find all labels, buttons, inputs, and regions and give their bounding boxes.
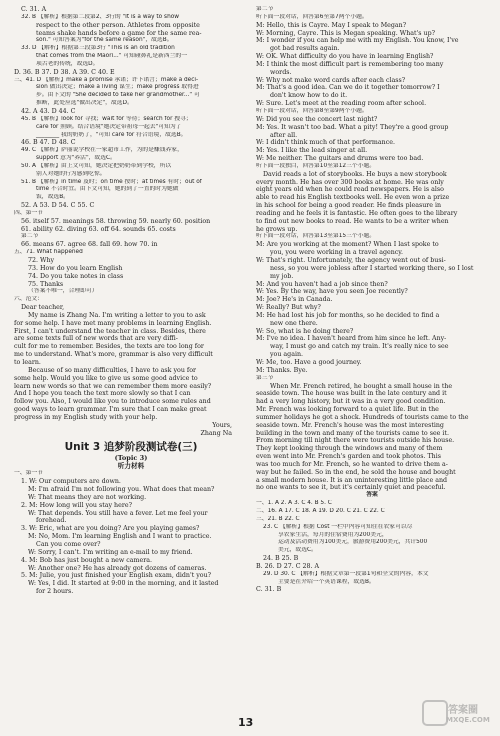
text-line: W: Yes, I did. It started at 9:00 in the morning, and it lasted [28,580,219,588]
text-line: care for 照顾。结合语境"她决定带祖母一起去"可知为了 [36,123,182,130]
text-line: 第二节 [256,6,274,12]
text-line: are some texts full of new words that are very diffi- [14,335,178,343]
text-line: W: Sure. Let's meet at the reading room after school. [256,100,427,108]
text-line: progress in my English study with your help. [14,413,158,421]
text-line: M: Are you working at the moment? When I last spoke to [256,241,439,249]
text-line: 美元，故选C。 [278,547,317,554]
text-line: way but he failed. So in the end, he sold the house and bought [256,468,456,476]
text-line: ness, so you were jobless after I started working there, so I lost [270,264,474,272]
text-line: don't know how to do it. [270,92,348,100]
text-line: 步。由下文的 "She decided to take her grandmother..." 可 [36,92,200,99]
text-line: M: Yes. I like the lead singer at all. [256,147,368,155]
text-line: 24. B 25. B [263,555,299,563]
text-line: 72. Why [28,257,55,264]
text-line: Mr. French was looking forward to a quiet life. But in the [256,406,439,414]
text-line: M: He had lost his job for months, so he decided to find a [256,311,440,319]
text-line: 项古老的传统，故选D。 [36,60,99,67]
text-line: W: That depends. You still have a fever. Let me feel your [28,509,208,517]
text-line: M: I wonder if you can help me with my English. You know, I've [256,37,459,45]
text-line: summer holidays he got a shock. Hundreds of tourists came to the [256,413,469,421]
text-line: B. 26. D 27. C 28. A [256,562,320,570]
text-line: 74. Do you take notes in class [28,272,124,280]
text-line: able to read his English textbooks well. He even won a prize [256,194,450,202]
left-column [14,6,248,596]
text-line: W: Why not make word cards after each class? [256,76,406,84]
text-line: 2. M: How long will you stay here? [21,501,132,509]
text-line: follow you. Also, I would like you to introduce some rules and [14,398,211,406]
listening-material-heading: 听力材料 [117,462,145,471]
text-line: 45. B 【解析】look for 寻找；wait for 等待；search for 搜寻； [21,115,192,122]
text-line: W: Yes. By the way, have you seen Joe recently? [256,288,408,296]
text-line: W: Me neither. The guitars and drums were too bad. [256,155,424,163]
text-line: 66. means 67. agree 68. fall 69. how 70. in [21,241,158,249]
text-line: 推断，此处应选"做出决定"，故选D。 [36,100,133,107]
text-line: teams shake hands before a game for the same rea- [36,29,202,37]
text-line: 饭，故选B。 [36,194,69,201]
text-line: reading and he feels it is fantastic. He often goes to the library [256,209,458,217]
text-line: 46. B 47. D 48. C [21,139,76,147]
text-line: you again. [270,351,304,359]
text-line: And I hope you teach the text more slowly so that I can [14,390,191,398]
text-line: Because of so many difficulties, I have to ask you for [28,366,197,374]
text-line: 第二节 [21,233,39,240]
text-line: Zhang Na [200,429,232,437]
text-line: after all. [270,131,298,139]
listening-transcript-continued [256,6,488,492]
text-line: 51. B 【解析】in time 及时；on time 按时；at times 有时；out of [21,178,202,185]
text-line: 33. D 【解析】根据第三段第3行 "This is an old tradition [21,45,175,52]
text-line: 三、21. B 22. C [256,515,300,522]
text-line: W: Really? But why? [256,304,321,312]
text-line: for some help. I have met many problems in learning English. [14,319,212,327]
text-line: C. 31. A [21,6,47,13]
text-line: W: That's right. Unfortunately, the agency went out of busi- [256,257,446,264]
text-line: From morning till night there were tourists outside his house. [256,437,455,445]
unit-title: Unit 3 追梦阶段测试卷(三) [64,441,198,454]
text-line: time 不合时宜。由下文可知，她的到了一直的时为她做 [36,186,179,193]
text-line: M: That's a good idea. Can we do it together tomorrow? I [256,84,440,92]
text-line: respect to the other person. Athletes from opposite [36,21,200,29]
text-line: every month. He has over 300 books at home. He was only [256,178,444,186]
text-line: son." 可知答案为"for the same reason"，故选B。 [36,37,173,44]
text-line: to find out new books to read. He wants to be a writer when [256,217,449,225]
text-line: M: No, Mom. I'm learning English and I want to practice. [28,533,212,541]
text-line: 别人对她的行为感到吃惊。 [36,170,106,177]
text-line: cult for me to remember. Besides, the texts are too long for [14,343,204,351]
answer-key-block [14,6,248,437]
text-line: M: I think the most difficult part is remembering too many [256,60,444,68]
text-line: new one there. [270,319,318,327]
page-number: 13 [238,716,254,729]
text-line: M: I've no idea. I haven't heard from him since he left. Any- [256,335,447,343]
text-line: C. 31. B [256,586,282,594]
text-line: M: Thanks. Bye. [256,366,308,374]
listening-transcript-block [14,470,248,596]
watermark-text: 答案圈 [448,705,478,716]
text-line: in his school for being a good reader. He finds pleasure in [256,202,442,210]
text-line: he grows up. [256,225,298,233]
text-line: 五、71. What happened [14,249,83,256]
text-line: eight years old when he could read newspapers. He is also [256,186,444,194]
text-line: David reads a lot of storybooks. He buys a new storybook [263,170,447,178]
text-line: W: Morning, Cayre. This is Megan speaking. What's up? [256,29,435,37]
text-line: 二、16. A 17. C 18. A 19. D 20. C 21. C 22. C [256,508,385,514]
text-line: seaside town. Mr. French's house was the most interesting [256,421,444,429]
text-line: got bad results again. [270,45,340,53]
text-line: 听下面一段对话，回答第13至第15三个小题。 [256,233,376,240]
text-line: First, I can't understand the teacher in class. Besides, there [14,327,206,335]
text-line: 六、范文： [14,296,43,303]
text-line: 61. ability 62. diving 63. off 64. sounds 65. costs [21,225,176,233]
text-line: learn new words so that we can remember them more easily? [14,382,212,390]
text-line: had a very long history, but it was in a very good condition. [256,398,446,406]
text-line: W: Another one? He has already got dozens of cameras. [28,564,207,572]
answers-heading: 答案 [366,492,378,499]
text-line: 4. M: Bob has just bought a new camera. [21,556,153,564]
text-line: W: So, what is he doing there? [256,327,354,335]
text-line: 5. M: Julie, you just finished your English exam, didn't you? [21,572,212,580]
text-line: They kept looking through the windows and many of them [256,445,443,453]
text-line: forehead. [36,517,67,525]
text-line: Dear teacher, [21,304,65,312]
text-line: W: That means they are not working. [28,493,147,501]
text-line: words. [270,68,292,76]
text-line: M: Hello, this is Cayre. May I speak to Megan? [256,21,407,29]
text-line: W: I didn't think much of that performance. [256,139,395,147]
watermark-icon [422,700,448,726]
text-line: 听下面一段对话，回答第6至第7两个小题。 [256,13,368,20]
text-line: My name is Zhang Na. I'm writing a letter to you to ask [28,311,206,319]
text-line: W: Sorry, I can't. I'm writing an e-mail to my friend. [28,548,193,556]
text-line: M: Yes. It wasn't too bad. What a pity! They're a good group [256,123,449,131]
text-line: you, you were working in a travel agency. [270,249,404,257]
watermark-logo [422,700,492,730]
text-line: 三、41. D 【解析】make a promise 承诺；许下诺言；make a deci- [14,76,199,83]
text-line: 听下面一段对话，回答第8至第9两个小题。 [256,107,368,114]
text-line: 56. itself 57. meanings 58. throwing 59. nearly 60. position [21,217,211,225]
text-line: 运动及活动费用为100美元，旅游费用200美元，共计500 [278,539,428,546]
text-line: good ways to learn grammar. I'm sure that I can make great [14,406,207,414]
text-line: 23. C 【解析】根据 Cost 一栏中内容可知住在农家可以尽 [263,523,413,530]
text-line: 50. A 【解析】由上文可知，她决定把奶奶带到学校，所以 [21,162,172,169]
text-line: 第三节 [256,374,274,381]
text-line: support 意为"养活"，故选C。 [36,155,116,162]
text-line: 75. Thanks [28,280,64,288]
text-line: M: I'm afraid I'm not following you. What does that mean? [28,486,215,494]
text-line: ________ 我的奶奶了，"可知 care for 符合语境，故选B。 [36,131,187,138]
text-line: 29. D 30. C 【解析】根据文章第一段第1句和全文的内容，本文 [263,570,429,577]
text-line: sion 做出决定；make a living 谋生；make progress 取得进 [36,84,199,91]
text-line: seaside town. The house was built in the late century and it [256,390,447,398]
text-line: 42. A 43. D 44. C [21,107,76,115]
text-line: me to understand. What's more, grammar is also very difficult [14,351,213,359]
text-line: When Mr. French retired, he bought a small house in the [270,382,453,390]
text-line: 52. A 53. D 54. C 55. C [21,202,95,210]
text-line: W: OK. What difficulty do you have in learning English? [256,53,434,61]
text-line: D. 36. B 37. D 38. A 39. C 40. E [14,68,115,76]
text-line: Can you come over? [36,541,101,548]
text-line: 听下面一段独白，回答第10至第12三个小题。 [256,162,376,169]
text-line: 3. W: Eric, what are you doing? Are you playing games? [21,525,200,533]
text-line: 享农家生活，每月的住宿费用为200美元， [278,531,388,538]
text-line: 73. How do you learn English [28,264,123,272]
text-line: M: Joe? He's in Canada. [256,296,333,304]
text-line: W: Me, too. Have a good journey. [256,358,362,366]
text-line: some help. Would you like to give us some good advice to [14,374,198,382]
text-line: 一、第一节 [14,470,43,477]
text-line: 四、第一节 [14,209,43,216]
text-line: 主要是在介绍一个英语课程，故选B。 [278,578,375,585]
text-line: my job. [270,272,294,280]
answers-block [256,500,488,594]
text-line: 1. W: Our computers are down. [21,478,121,486]
text-line: 32. B 【解析】根据第二段第2、3行的 "It is a way to show [21,13,180,20]
text-line: for 2 hours. [36,588,74,596]
text-line: W: Did you see the concert last night? [256,115,378,123]
text-line: no one wants to see it, but it's certainly quiet and peaceful. [256,484,446,492]
text-line: was too much for Mr. French, so he wanted to drive them a- [256,460,448,468]
text-line: to learn. [14,358,41,366]
text-line: even went into Mr. French's garden and took photos. This [256,453,441,461]
right-column [256,6,488,594]
text-line: that comes from the Maori..." 可知碰鼻礼是新西兰的一 [36,53,188,60]
text-line: 49. C 【解析】萨丽说学校在一家超市工作，为的是赚钱养家， [21,147,183,154]
text-line: building in the town and many of the tourists came to see it. [256,429,449,437]
text-line: M: And you haven't had a job since then? [256,280,388,288]
text-line: a small modern house. It is an uninteresting little place and [256,476,448,484]
text-line: （答案不唯一，合理即可） [28,288,98,295]
text-line: 一、1. A 2. A 3. C 4. B 5. C [256,500,332,507]
text-line: way, I must go and catch my train. It's really nice to see [270,343,449,351]
unit-topic: (Topic 3) [114,454,148,463]
text-line: Yours, [212,421,232,429]
watermark-domain: MXQE.COM [446,716,490,724]
